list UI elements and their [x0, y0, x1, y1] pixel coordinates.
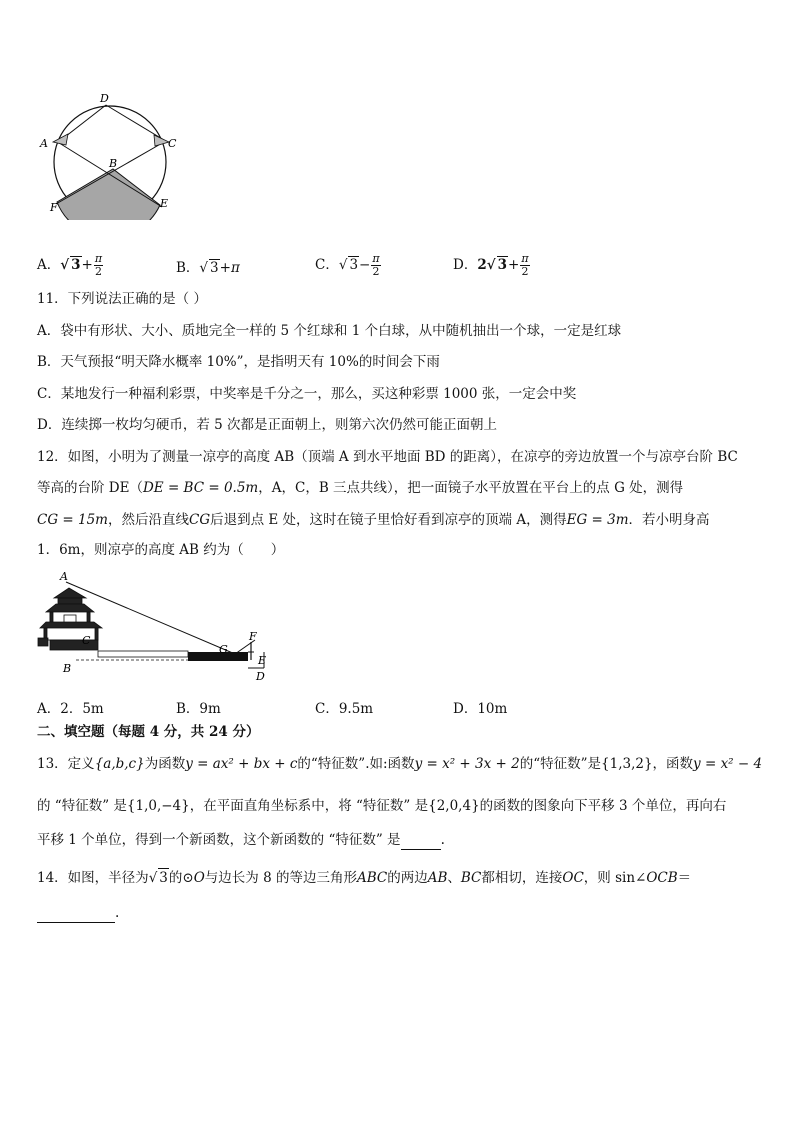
q12-choice-c: C．9.5m [315, 701, 374, 717]
q13-answer-blank[interactable] [401, 831, 441, 850]
label-B: B [109, 157, 118, 170]
q10-choice-c: C．√ 3− $\frac{\pi}{2}$ [315, 252, 380, 278]
q11-option-d: D．连续掷一枚均匀硬币，若 5 次都是正面朝上，则第六次仍然可能正面朝上 [37, 417, 497, 433]
q12-line4: 1．6m，则凉亭的高度 AB 约为（ ） [37, 542, 285, 558]
label-E: E [258, 654, 267, 667]
label-C: C [82, 634, 91, 647]
q12-line3: CG = 15m，然后沿直线CG后退到点 E 处，这时在镜子里恰好看到凉亭的顶端 A，测得EG = 3m．若小明身高 [37, 512, 710, 528]
q14-answer-blank[interactable] [37, 904, 115, 923]
q11-stem: 11．下列说法正确的是（ ） [37, 291, 207, 307]
q10-choice-d: D．2√ 3+ $\frac{\pi}{2}$ [453, 252, 529, 278]
label-B: B [63, 662, 72, 675]
label-G: G [219, 643, 228, 656]
label-F: F [50, 201, 58, 214]
q11-option-b: B．天气预报“明天降水概率 10%”，是指明天有 10%的时间会下雨 [37, 354, 440, 370]
q13-line1: 13．定义{a,b,c}为函数y = ax² + bx + c的“特征数”.如:函数y = x² + 3x + 2的“特征数”是{1,3,2}，函数y = x² − 4 [37, 756, 763, 772]
q14-line1: 14．如图，半径为√ 3的⊙O与边长为 8 的等边三角形ABC的两边AB、BC都相切，连接OC，则 sin∠OCB＝ [37, 870, 692, 886]
q12-choice-a: A．2．5m [37, 701, 104, 717]
label-E: E [160, 197, 169, 210]
q13-line3: 平移 1 个单位，得到一个新函数，这个新函数的 “特征数” 是 . [37, 832, 445, 848]
label-A: A [60, 570, 68, 583]
q12-choice-b: B．9m [176, 701, 221, 717]
q11-option-a: A．袋中有形状、大小、质地完全一样的 5 个红球和 1 个白球，从中随机抽出一个球，一定是红球 [37, 323, 622, 339]
q13-line2: 的 “特征数” 是{1,0,−4}，在平面直角坐标系中，将 “特征数” 是{2,0,4}的函数的图象向下平移 3 个单位，再向右 [37, 798, 727, 814]
label-F: F [249, 630, 257, 643]
q14-line2: . [37, 904, 119, 923]
label-D: D [256, 670, 265, 683]
q10-choice-b: B．√ 3+π [176, 260, 240, 276]
label-C: C [168, 137, 177, 150]
q12-line1: 12．如图，小明为了测量一凉亭的高度 AB（顶端 A 到水平地面 BD 的距离），在凉亭的旁边放置一个与凉亭台阶 BC [37, 449, 738, 465]
pavilion-image [38, 588, 102, 650]
label-A: A [40, 137, 48, 150]
circle-figure [36, 90, 186, 220]
section-heading: 二、填空题（每题 4 分，共 24 分） [37, 724, 260, 740]
q12-choice-d: D．10m [453, 701, 508, 717]
q11-option-c: C．某地发行一种福利彩票，中奖率是千分之一，那么，买这种彩票 1000 张，一定会中奖 [37, 386, 577, 402]
pavilion-figure [36, 568, 276, 684]
q12-line2: 等高的台阶 DE（DE = BC = 0.5m，A，C，B 三点共线），把一面镜子水平放置在平台上的点 G 处，测得 [37, 480, 684, 496]
q10-choice-a: A．√ 3+ $\frac{\pi}{2}$ [37, 252, 103, 278]
label-D: D [100, 92, 109, 105]
